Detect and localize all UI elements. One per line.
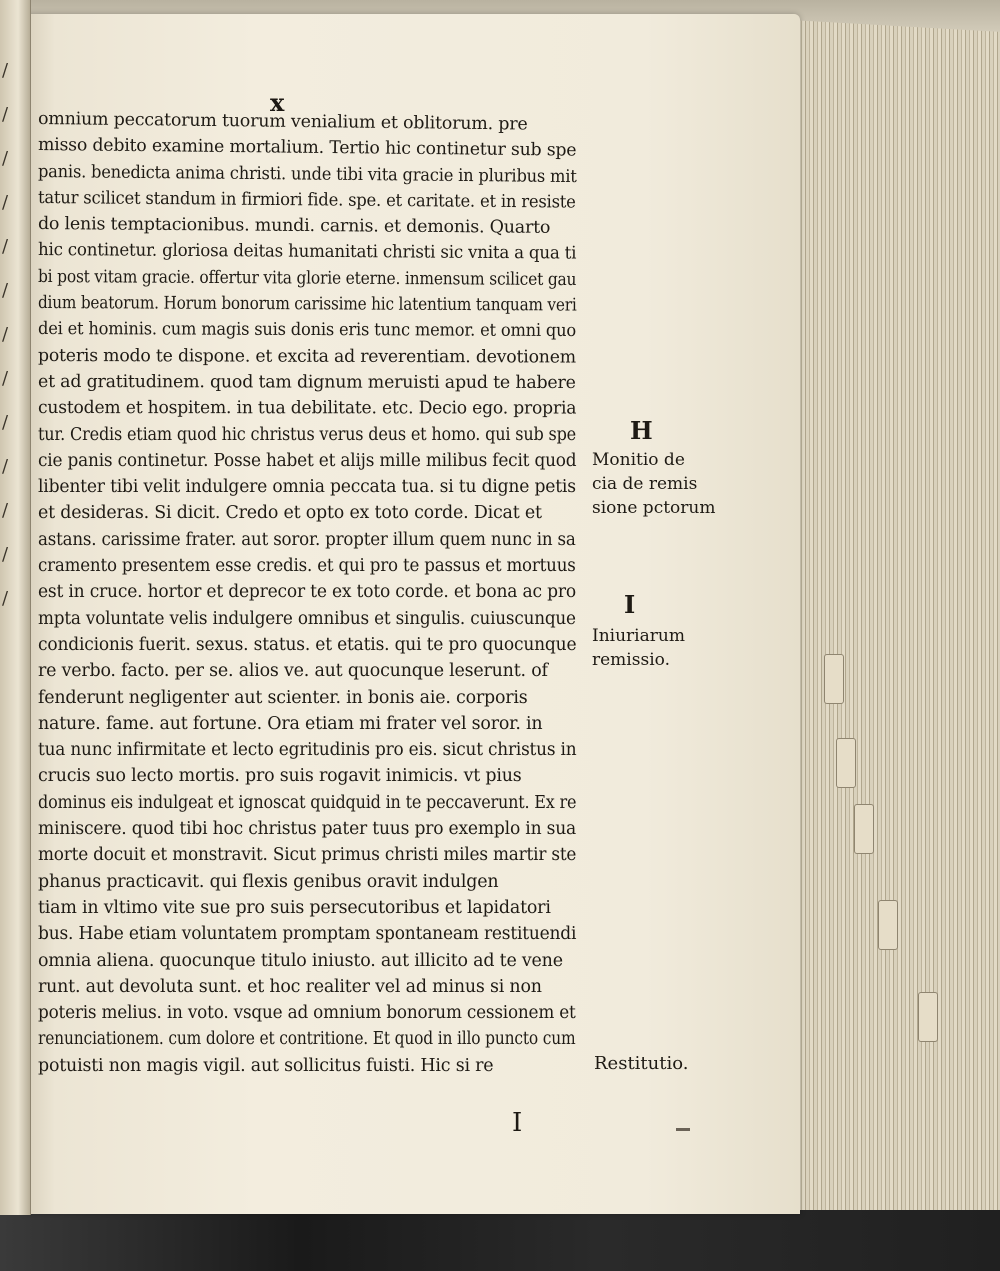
left-page-mark: / xyxy=(2,412,9,433)
text-line: tatur scilicet standum in firmiori fide. spe. et caritate. et in resiste xyxy=(37,187,576,213)
marginal-line: Monitio de xyxy=(592,450,685,470)
text-line: dium beatorum. Horum bonorum carissime hic latentium tanquam veri xyxy=(37,293,577,316)
left-page-mark: / xyxy=(2,500,9,521)
thumb-tab xyxy=(918,992,938,1042)
text-line: crucis suo lecto mortis. pro suis rogavit inimicis. vt pius xyxy=(38,766,522,787)
left-page-mark: / xyxy=(2,60,9,81)
text-line: re verbo. facto. per se. alios ve. aut quocunque leserunt. of xyxy=(38,661,548,682)
text-line: runt. aut devoluta sunt. et hoc realiter vel ad minus si non xyxy=(38,976,542,997)
text-line: poteris modo te dispone. et excita ad reverentiam. devotionem xyxy=(37,345,576,368)
left-page-mark: / xyxy=(2,588,9,609)
text-line: custodem et hospitem. in tua debilitate. etc. Decio ego. propria xyxy=(37,398,577,419)
text-line: tur. Credis etiam quod hic christus verus deus et homo. qui sub spe xyxy=(38,424,577,445)
marginal-note-restitutio: Restitutio. xyxy=(594,1053,689,1074)
left-page-mark: / xyxy=(2,456,9,477)
text-line: est in cruce. hortor et deprecor te ex toto corde. et bona ac pro xyxy=(38,582,576,603)
thumb-tab xyxy=(878,900,898,950)
thumb-tab xyxy=(836,738,856,788)
marginal-line: Iniuriarum xyxy=(592,626,685,646)
left-page-mark: / xyxy=(2,368,9,389)
left-page-marks xyxy=(2,60,20,1160)
text-line: cramento presentem esse credis. et qui pro te passus et mortuus xyxy=(38,556,576,577)
text-line: nature. fame. aut fortune. Ora etiam mi frater vel soror. in xyxy=(38,713,543,734)
text-line: condicionis fuerit. sexus. status. et etatis. qui te pro quocunque xyxy=(38,634,577,655)
text-line: fenderunt negligenter aut scienter. in bonis aie. corporis xyxy=(38,687,528,708)
text-line: phanus practicavit. qui flexis genibus oravit indulgen xyxy=(38,871,499,892)
text-line: do lenis temptacionibus. mundi. carnis. et demonis. Quarto xyxy=(37,214,551,239)
text-line: misso debito examine mortalium. Tertio hic continetur sub spe xyxy=(37,135,577,161)
text-line: tua nunc infirmitate et lecto egritudinis pro eis. sicut christus in xyxy=(38,740,577,761)
marginal-line: sione pctorum xyxy=(592,498,716,518)
marginal-note-monitio xyxy=(592,448,715,520)
catchword: I xyxy=(512,1108,523,1138)
thumb-tab xyxy=(854,804,874,854)
ink-smudge xyxy=(676,1128,690,1131)
text-line: panis. benedicta anima christi. unde tibi vita gracie in pluribus mit xyxy=(37,161,577,187)
text-line: dei et hominis. cum magis suis donis eris tunc memor. et omni quo xyxy=(37,319,577,342)
text-line: potuisti non magis vigil. aut sollicitus fuisti. Hic si re xyxy=(38,1055,494,1076)
folio-mark: x xyxy=(270,88,285,117)
text-line: morte docuit et monstravit. Sicut primus christi miles martir ste xyxy=(38,845,577,866)
marginal-line: cia de remis xyxy=(592,474,698,494)
marginal-note-iniuriarum xyxy=(592,624,685,672)
left-page-mark: / xyxy=(2,324,9,345)
left-page-mark: / xyxy=(2,148,9,169)
text-line: bus. Habe etiam voluntatem promptam spontaneam restituendi xyxy=(38,924,577,945)
left-page-mark: / xyxy=(2,236,9,257)
text-line: et ad gratitudinem. quod tam dignum meruisti apud te habere xyxy=(37,371,576,393)
text-line: tiam in vltimo vite sue pro suis persecutoribus et lapidatori xyxy=(38,897,551,918)
text-line: miniscere. quod tibi hoc christus pater tuus pro exemplo in sua xyxy=(38,819,577,840)
left-page-edge xyxy=(0,0,31,1215)
left-page-mark: / xyxy=(2,104,9,125)
text-line: cie panis continetur. Posse habet et alijs mille milibus fecit quod xyxy=(38,450,577,471)
left-page-mark: / xyxy=(2,280,9,301)
text-line: libenter tibi velit indulgere omnia peccata tua. si tu digne petis xyxy=(38,477,576,498)
left-page-mark: / xyxy=(2,192,9,213)
thumb-tabs xyxy=(820,640,940,1060)
text-line: astans. carissime frater. aut soror. propter illum quem nunc in sa xyxy=(38,529,576,550)
main-text-column xyxy=(38,106,578,1079)
text-line: hic continetur. gloriosa deitas humanitati christi sic vnita a qua ti xyxy=(37,240,577,265)
text-line: bi post vitam gracie. offertur vita glorie eterne. inmensum scilicet gau xyxy=(37,266,577,290)
text-line: et desideras. Si dicit. Credo et opto ex toto corde. Dicat et xyxy=(38,503,542,524)
text-line: dominus eis indulgeat et ignoscat quidquid in te peccaverunt. Ex re xyxy=(38,792,577,813)
text-line: omnium peccatorum tuorum venialium et oblitorum. pre xyxy=(37,109,528,135)
text-line: renunciationem. cum dolore et contritione. Et quod in illo puncto cum xyxy=(38,1029,576,1050)
text-line: omnia aliena. quocunque titulo iniusto. aut illicito ad te vene xyxy=(38,950,563,971)
thumb-tab xyxy=(824,654,844,704)
marginal-initial-h: H xyxy=(630,416,653,445)
marginal-initial-i: I xyxy=(624,590,636,619)
text-line: mpta voluntate velis indulgere omnibus et singulis. cuiuscunque xyxy=(38,608,576,629)
left-page-mark: / xyxy=(2,544,9,565)
marginal-line: remissio. xyxy=(592,650,670,670)
text-line: poteris melius. in voto. vsque ad omnium bonorum cessionem et xyxy=(38,1003,576,1024)
